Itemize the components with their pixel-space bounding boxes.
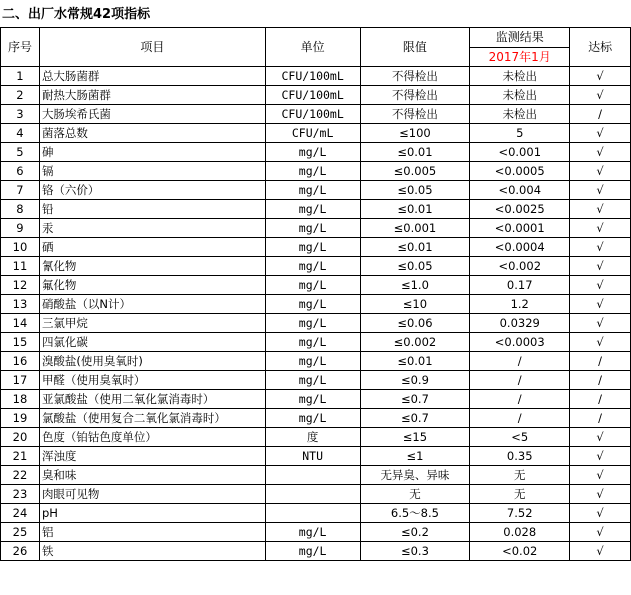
cell-unit: mg/L bbox=[265, 390, 360, 409]
cell-item: 溴酸盐(使用臭氧时) bbox=[39, 352, 265, 371]
cell-limit: ≤0.005 bbox=[360, 162, 470, 181]
cell-seq: 18 bbox=[1, 390, 40, 409]
table-row bbox=[1, 390, 631, 409]
cell-seq: 1 bbox=[1, 67, 40, 86]
cell-seq: 24 bbox=[1, 504, 40, 523]
cell-seq: 21 bbox=[1, 447, 40, 466]
cell-item: 氯酸盐（使用复合二氧化氯消毒时） bbox=[39, 409, 265, 428]
cell-item: 氰化物 bbox=[39, 257, 265, 276]
cell-item: 亚氯酸盐（使用二氧化氯消毒时） bbox=[39, 390, 265, 409]
cell-item: 砷 bbox=[39, 143, 265, 162]
table-row bbox=[1, 162, 631, 181]
cell-seq: 2 bbox=[1, 86, 40, 105]
cell-result: <5 bbox=[470, 428, 570, 447]
cell-unit: mg/L bbox=[265, 542, 360, 561]
cell-pass: √ bbox=[570, 295, 631, 314]
cell-seq: 5 bbox=[1, 143, 40, 162]
cell-result: <0.0005 bbox=[470, 162, 570, 181]
cell-result: / bbox=[470, 371, 570, 390]
table-row bbox=[1, 542, 631, 561]
cell-unit: CFU/100mL bbox=[265, 67, 360, 86]
cell-pass: / bbox=[570, 409, 631, 428]
cell-unit: mg/L bbox=[265, 371, 360, 390]
cell-limit: ≤0.01 bbox=[360, 143, 470, 162]
cell-item: 镉 bbox=[39, 162, 265, 181]
cell-result: 无 bbox=[470, 466, 570, 485]
cell-item: 大肠埃希氏菌 bbox=[39, 105, 265, 124]
table-row bbox=[1, 276, 631, 295]
table-row bbox=[1, 504, 631, 523]
cell-seq: 4 bbox=[1, 124, 40, 143]
cell-limit: 6.5～8.5 bbox=[360, 504, 470, 523]
cell-item: 铬（六价） bbox=[39, 181, 265, 200]
cell-result: / bbox=[470, 352, 570, 371]
cell-limit: ≤0.05 bbox=[360, 181, 470, 200]
cell-unit: mg/L bbox=[265, 238, 360, 257]
table-row bbox=[1, 219, 631, 238]
table-row bbox=[1, 143, 631, 162]
table-row bbox=[1, 352, 631, 371]
cell-limit: 无 bbox=[360, 485, 470, 504]
cell-item: 铁 bbox=[39, 542, 265, 561]
cell-seq: 6 bbox=[1, 162, 40, 181]
cell-pass: √ bbox=[570, 200, 631, 219]
cell-pass: √ bbox=[570, 428, 631, 447]
table-row bbox=[1, 181, 631, 200]
cell-unit bbox=[265, 504, 360, 523]
header-pass: 达标 bbox=[570, 28, 631, 67]
cell-result: 5 bbox=[470, 124, 570, 143]
cell-item: 甲醛（使用臭氧时） bbox=[39, 371, 265, 390]
cell-pass: √ bbox=[570, 314, 631, 333]
cell-result: 无 bbox=[470, 485, 570, 504]
header-row bbox=[1, 28, 631, 48]
cell-limit: ≤0.06 bbox=[360, 314, 470, 333]
table-row bbox=[1, 428, 631, 447]
cell-seq: 26 bbox=[1, 542, 40, 561]
cell-limit: ≤1 bbox=[360, 447, 470, 466]
indicator-table bbox=[0, 27, 631, 561]
cell-item: 硝酸盐（以N计） bbox=[39, 295, 265, 314]
cell-limit: 不得检出 bbox=[360, 86, 470, 105]
table-row bbox=[1, 200, 631, 219]
cell-limit: ≤15 bbox=[360, 428, 470, 447]
cell-seq: 25 bbox=[1, 523, 40, 542]
cell-seq: 3 bbox=[1, 105, 40, 124]
table-row bbox=[1, 124, 631, 143]
cell-result: <0.0004 bbox=[470, 238, 570, 257]
cell-unit: CFU/mL bbox=[265, 124, 360, 143]
cell-unit: mg/L bbox=[265, 181, 360, 200]
cell-pass: √ bbox=[570, 485, 631, 504]
page-title: 二、出厂水常规42项指标 bbox=[2, 7, 151, 22]
cell-unit: mg/L bbox=[265, 276, 360, 295]
cell-seq: 20 bbox=[1, 428, 40, 447]
cell-unit: mg/L bbox=[265, 523, 360, 542]
cell-result: <0.004 bbox=[470, 181, 570, 200]
cell-item: pH bbox=[39, 504, 265, 523]
cell-result: 1.2 bbox=[470, 295, 570, 314]
cell-result: <0.002 bbox=[470, 257, 570, 276]
cell-result: <0.0025 bbox=[470, 200, 570, 219]
cell-limit: ≤0.2 bbox=[360, 523, 470, 542]
cell-limit: ≤0.002 bbox=[360, 333, 470, 352]
cell-seq: 12 bbox=[1, 276, 40, 295]
cell-unit bbox=[265, 485, 360, 504]
cell-limit: ≤0.05 bbox=[360, 257, 470, 276]
cell-pass: √ bbox=[570, 447, 631, 466]
cell-limit: ≤10 bbox=[360, 295, 470, 314]
cell-item: 耐热大肠菌群 bbox=[39, 86, 265, 105]
header-result: 监测结果 bbox=[470, 28, 570, 48]
cell-unit: mg/L bbox=[265, 295, 360, 314]
cell-result: <0.0003 bbox=[470, 333, 570, 352]
cell-item: 铝 bbox=[39, 523, 265, 542]
cell-result: 0.0329 bbox=[470, 314, 570, 333]
cell-limit: 不得检出 bbox=[360, 105, 470, 124]
cell-pass: √ bbox=[570, 143, 631, 162]
table-body bbox=[1, 67, 631, 561]
cell-unit bbox=[265, 466, 360, 485]
cell-result: / bbox=[470, 390, 570, 409]
cell-unit: CFU/100mL bbox=[265, 86, 360, 105]
cell-result: 0.17 bbox=[470, 276, 570, 295]
table-row bbox=[1, 295, 631, 314]
cell-seq: 13 bbox=[1, 295, 40, 314]
cell-pass: √ bbox=[570, 219, 631, 238]
cell-limit: ≤100 bbox=[360, 124, 470, 143]
cell-item: 菌落总数 bbox=[39, 124, 265, 143]
cell-seq: 17 bbox=[1, 371, 40, 390]
header-unit: 单位 bbox=[265, 28, 360, 67]
cell-pass: / bbox=[570, 371, 631, 390]
cell-seq: 9 bbox=[1, 219, 40, 238]
cell-pass: √ bbox=[570, 523, 631, 542]
cell-unit: mg/L bbox=[265, 162, 360, 181]
cell-seq: 22 bbox=[1, 466, 40, 485]
cell-unit: mg/L bbox=[265, 200, 360, 219]
cell-pass: / bbox=[570, 105, 631, 124]
header-item: 项目 bbox=[39, 28, 265, 67]
cell-limit: ≤0.001 bbox=[360, 219, 470, 238]
header-limit: 限值 bbox=[360, 28, 470, 67]
cell-pass: √ bbox=[570, 238, 631, 257]
cell-unit: mg/L bbox=[265, 352, 360, 371]
cell-result: 未检出 bbox=[470, 86, 570, 105]
table-row bbox=[1, 333, 631, 352]
cell-limit: ≤0.01 bbox=[360, 238, 470, 257]
cell-seq: 11 bbox=[1, 257, 40, 276]
cell-result: <0.02 bbox=[470, 542, 570, 561]
cell-pass: √ bbox=[570, 333, 631, 352]
cell-pass: √ bbox=[570, 162, 631, 181]
cell-unit: CFU/100mL bbox=[265, 105, 360, 124]
cell-limit: ≤0.9 bbox=[360, 371, 470, 390]
cell-item: 汞 bbox=[39, 219, 265, 238]
cell-unit: 度 bbox=[265, 428, 360, 447]
cell-pass: / bbox=[570, 390, 631, 409]
cell-limit: ≤1.0 bbox=[360, 276, 470, 295]
cell-limit: ≤0.7 bbox=[360, 390, 470, 409]
cell-unit: mg/L bbox=[265, 333, 360, 352]
cell-pass: / bbox=[570, 352, 631, 371]
cell-seq: 8 bbox=[1, 200, 40, 219]
cell-seq: 14 bbox=[1, 314, 40, 333]
table-row bbox=[1, 86, 631, 105]
cell-pass: √ bbox=[570, 257, 631, 276]
table-row bbox=[1, 485, 631, 504]
cell-seq: 16 bbox=[1, 352, 40, 371]
cell-result: <0.0001 bbox=[470, 219, 570, 238]
cell-item: 浑浊度 bbox=[39, 447, 265, 466]
cell-limit: ≤0.7 bbox=[360, 409, 470, 428]
cell-unit: mg/L bbox=[265, 409, 360, 428]
table-row bbox=[1, 371, 631, 390]
table-row bbox=[1, 238, 631, 257]
cell-unit: mg/L bbox=[265, 314, 360, 333]
cell-result: <0.001 bbox=[470, 143, 570, 162]
cell-pass: √ bbox=[570, 276, 631, 295]
cell-item: 肉眼可见物 bbox=[39, 485, 265, 504]
cell-seq: 10 bbox=[1, 238, 40, 257]
table-row bbox=[1, 67, 631, 86]
header-result-date: 2017年1月 bbox=[470, 47, 570, 67]
cell-limit: 无异臭、异味 bbox=[360, 466, 470, 485]
cell-result: / bbox=[470, 409, 570, 428]
cell-seq: 7 bbox=[1, 181, 40, 200]
table-row bbox=[1, 523, 631, 542]
cell-pass: √ bbox=[570, 504, 631, 523]
table-row bbox=[1, 257, 631, 276]
cell-pass: √ bbox=[570, 86, 631, 105]
cell-seq: 19 bbox=[1, 409, 40, 428]
cell-item: 总大肠菌群 bbox=[39, 67, 265, 86]
cell-result: 0.028 bbox=[470, 523, 570, 542]
cell-item: 臭和味 bbox=[39, 466, 265, 485]
cell-item: 氟化物 bbox=[39, 276, 265, 295]
cell-seq: 15 bbox=[1, 333, 40, 352]
cell-result: 0.35 bbox=[470, 447, 570, 466]
cell-item: 四氯化碳 bbox=[39, 333, 265, 352]
cell-limit: ≤0.01 bbox=[360, 200, 470, 219]
cell-unit: mg/L bbox=[265, 143, 360, 162]
cell-unit: mg/L bbox=[265, 219, 360, 238]
cell-pass: √ bbox=[570, 542, 631, 561]
cell-item: 三氯甲烷 bbox=[39, 314, 265, 333]
cell-item: 色度（铂钴色度单位） bbox=[39, 428, 265, 447]
cell-unit: mg/L bbox=[265, 257, 360, 276]
cell-pass: √ bbox=[570, 124, 631, 143]
cell-pass: √ bbox=[570, 181, 631, 200]
table-row bbox=[1, 447, 631, 466]
cell-limit: 不得检出 bbox=[360, 67, 470, 86]
cell-result: 未检出 bbox=[470, 105, 570, 124]
cell-item: 硒 bbox=[39, 238, 265, 257]
table-row bbox=[1, 105, 631, 124]
table-row bbox=[1, 466, 631, 485]
cell-item: 铅 bbox=[39, 200, 265, 219]
cell-seq: 23 bbox=[1, 485, 40, 504]
header-seq: 序号 bbox=[1, 28, 40, 67]
cell-pass: √ bbox=[570, 466, 631, 485]
cell-limit: ≤0.3 bbox=[360, 542, 470, 561]
cell-result: 7.52 bbox=[470, 504, 570, 523]
cell-limit: ≤0.01 bbox=[360, 352, 470, 371]
cell-unit: NTU bbox=[265, 447, 360, 466]
cell-result: 未检出 bbox=[470, 67, 570, 86]
table-row bbox=[1, 409, 631, 428]
cell-pass: √ bbox=[570, 67, 631, 86]
table-row bbox=[1, 314, 631, 333]
